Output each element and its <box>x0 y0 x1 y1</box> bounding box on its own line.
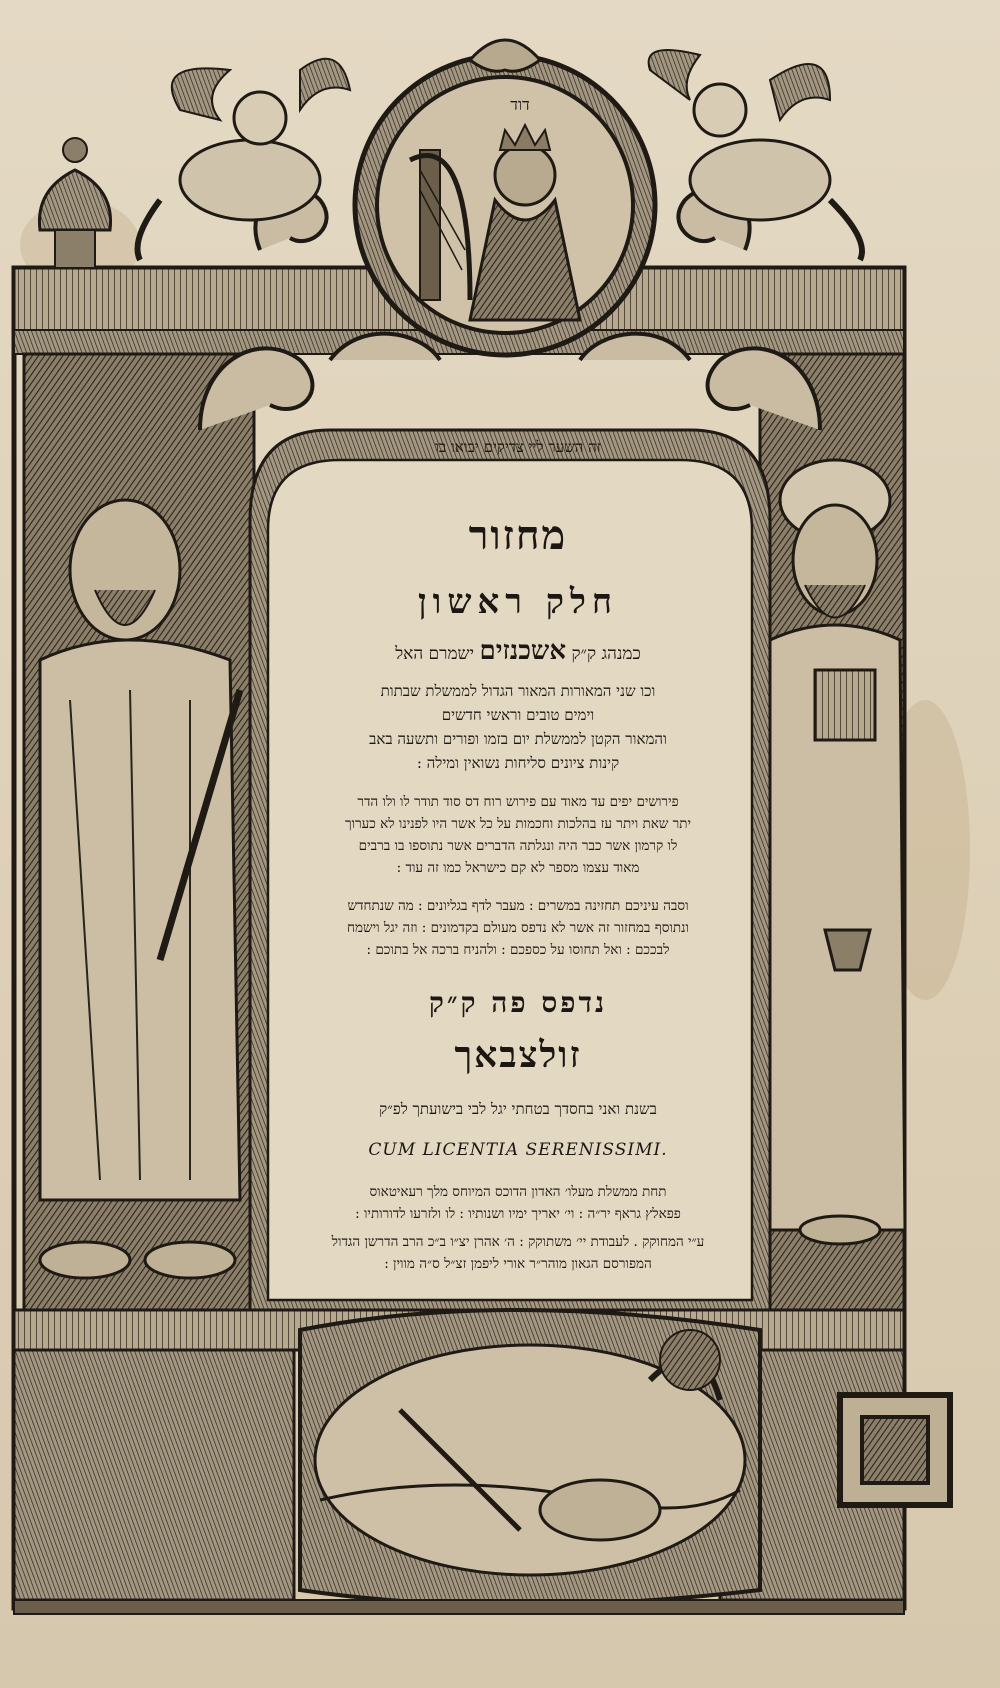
contents-line: וימים טובים וראשי חדשים <box>441 706 595 724</box>
book-title: מחזור <box>468 512 568 559</box>
gate-verse: זה השער ליי צדיקים יבואו בו <box>435 438 601 456</box>
imprint-line: פפאלץ גראף יר״ה : וי׳ יאריך ימיו ושנותיו : לו ולזרעו לדורותיו : <box>355 1206 681 1222</box>
urn-finial <box>39 138 110 268</box>
contents-line: קינות ציונים סליחות נשואין ומילה : <box>416 754 620 772</box>
year-line: בשנת ואני בחסדך בטחתי יגל לבי בישועתך לפ״ק <box>379 1100 657 1118</box>
verse-line: וסבה עיניכם תחזינה במשרים : מעבר לדף בגליונים : מה שנתחדש <box>347 898 689 914</box>
verse-line: ונתוסף במחזור זה אשר לא נדפס מעולם בקדמונים : וזה יגל וישמח <box>347 920 689 936</box>
rite-suffix: ישמרם האל <box>395 644 475 664</box>
license-line: CUM LICENTIA SERENISSIMI. <box>368 1140 668 1160</box>
crest-ornament <box>470 40 540 71</box>
commentary-line: לו קרמון אשר כבר היה ונגלתה הדברים אשר נתוספו בו ברבים <box>358 838 678 854</box>
contents-line: והמאור הקטן לממשלת יום בזמו ופורים ותשעה באב <box>369 730 667 748</box>
city-name: זולצבאך <box>454 1034 582 1076</box>
imprint-line: ע״י המחוקק . לעבודת יי׳ משתוקק : ה׳ אהרן יצ״ו ב״כ הרב הדרשן הגדול <box>331 1234 705 1250</box>
commentary-line: מאוד עצמו מספר לא קם כישראל כמו זה עוד : <box>396 860 640 876</box>
rite-name: אשכנזים <box>479 636 567 666</box>
imprint-line: תחת ממשלת מעלו׳ האדון הדוכס המיוחס מלך רעאיטאוס <box>369 1184 667 1200</box>
printed-at: נדפס פה ק״ק <box>428 986 608 1019</box>
contents-line: וכו שני המאורות המאור הגדול לממשלת שבתות <box>380 682 656 700</box>
commentary-line: פירושים יפים עד מאוד עם פירוש רוח דס סוד תודר לו ולו הדר <box>357 794 679 810</box>
commentary-line: יתר שאת ויתר עז בהלכות וחכמות על כל אשר היו לפנינו לא כערוך <box>344 816 692 832</box>
imprint-line: המפורסם הגאון מוהר״ר אורי ליפמן זצ״ל ס״ה מווין : <box>384 1256 652 1272</box>
title-text-panel <box>268 438 768 1300</box>
rite-line <box>268 636 768 666</box>
rite-prefix: כמנהג ק״ק <box>571 644 641 664</box>
breastplate <box>815 670 875 740</box>
part-label: חלק ראשון <box>417 582 619 622</box>
bottom-cartouche <box>300 1310 760 1605</box>
medallion-label: דוד <box>510 95 530 114</box>
verse-line: לבככם : ואל תחוסו על כספכם : ולהניח ברכה אל בתוכם : <box>366 942 670 958</box>
